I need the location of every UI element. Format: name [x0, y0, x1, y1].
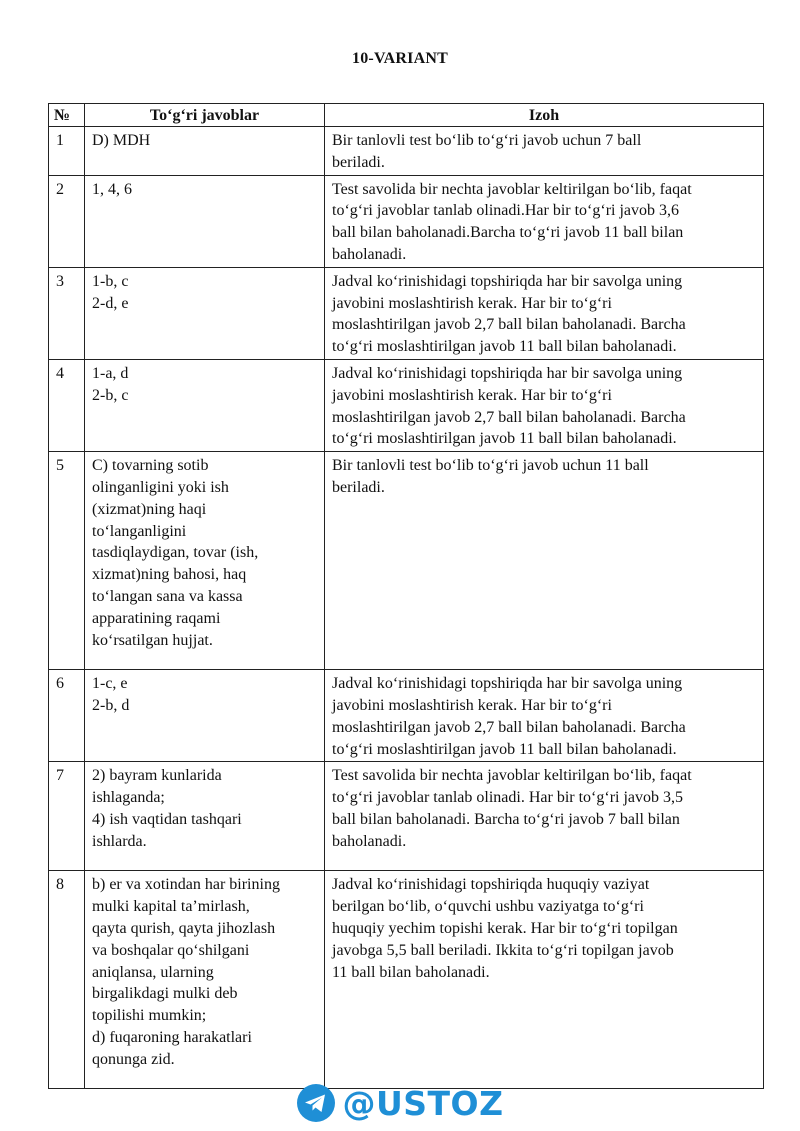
row-number: 8: [49, 871, 85, 1089]
row-note: Jadval ko‘rinishidagi topshiriqda har bir savolga uning javobini moslashtirish kerak. Har bir to‘g‘ri moslashtirilgan javob 2,7 ball bilan baholanadi. Barcha to‘g‘ri moslashtirilgan javob 11 ball bilan baholanadi.: [325, 670, 764, 762]
header-comment: Izoh: [325, 104, 764, 127]
header-correct-answers: To‘g‘ri javoblar: [85, 104, 325, 127]
table-row: [49, 127, 764, 176]
row-note: Jadval ko‘rinishidagi topshiriqda har bir savolga uning javobini moslashtirish kerak. Har bir to‘g‘ri moslashtirilgan javob 2,7 ball bilan baholanadi. Barcha to‘g‘ri moslashtirilgan javob 11 ball bilan baholanadi.: [325, 359, 764, 451]
row-answer: C) tovarning sotib olinganligini yoki ish (xizmat)ning haqi to‘langanligini tasdiqlaydigan, tovar (ish, xizmat)ning bahosi, haq to‘langan sana va kassa apparatining raqami ko‘rsatilgan hujjat.: [85, 452, 325, 670]
row-note: Test savolida bir nechta javoblar keltirilgan bo‘lib, faqat to‘g‘ri javoblar tanlab olinadi.Har bir to‘g‘ri javob 3,6 ball bilan baholanadi.Barcha to‘g‘ri javob 11 ball bilan baholanadi.: [325, 175, 764, 267]
row-note: Test savolida bir nechta javoblar keltirilgan bo‘lib, faqat to‘g‘ri javoblar tanlab olinadi. Har bir to‘g‘ri javob 3,5 ball bilan baholanadi. Barcha to‘g‘ri javob 7 ball bilan baholanadi.: [325, 762, 764, 871]
row-number: 3: [49, 267, 85, 359]
row-answer: D) MDH: [85, 127, 325, 176]
table-row: [49, 175, 764, 267]
row-answer: 1-c, e 2-b, d: [85, 670, 325, 762]
table-row: [49, 452, 764, 670]
row-note: Bir tanlovli test bo‘lib to‘g‘ri javob uchun 7 ball beriladi.: [325, 127, 764, 176]
row-note: Jadval ko‘rinishidagi topshiriqda huquqiy vaziyat berilgan bo‘lib, o‘quvchi ushbu vaziyatga to‘g‘ri huquqiy yechim topishi kerak. Har bir to‘g‘ri topilgan javobga 5,5 ball beriladi. Ikkita to‘g‘ri topilgan javob 11 ball bilan baholanadi.: [325, 871, 764, 1089]
page-title: 10-VARIANT: [352, 50, 448, 67]
row-answer: 1-b, c 2-d, e: [85, 267, 325, 359]
brand-label: @USTOZ: [342, 1083, 504, 1123]
table-row: [49, 762, 764, 871]
footer-brand: [0, 1080, 800, 1126]
row-answer: b) er va xotindan har birining mulki kapital ta’mirlash, qayta qurish, qayta jihozlash va boshqalar qo‘shilgani aniqlansa, ularning birgalikdagi mulki deb topilishi mumkin; d) fuqaroning harakatlari qonunga zid.: [85, 871, 325, 1089]
table-row: [49, 267, 764, 359]
header-number: №: [49, 104, 85, 127]
table-row: [49, 359, 764, 451]
table-row: [49, 670, 764, 762]
answers-table: [48, 103, 764, 1089]
row-number: 2: [49, 175, 85, 267]
row-answer: 2) bayram kunlarida ishlaganda; 4) ish vaqtidan tashqari ishlarda.: [85, 762, 325, 871]
row-number: 4: [49, 359, 85, 451]
row-answer: 1, 4, 6: [85, 175, 325, 267]
telegram-icon: [296, 1083, 336, 1123]
row-note: Bir tanlovli test bo‘lib to‘g‘ri javob uchun 11 ball beriladi.: [325, 452, 764, 670]
row-number: 7: [49, 762, 85, 871]
row-number: 6: [49, 670, 85, 762]
row-number: 1: [49, 127, 85, 176]
row-note: Jadval ko‘rinishidagi topshiriqda har bir savolga uning javobini moslashtirish kerak. Har bir to‘g‘ri moslashtirilgan javob 2,7 ball bilan baholanadi. Barcha to‘g‘ri moslashtirilgan javob 11 ball bilan baholanadi.: [325, 267, 764, 359]
row-number: 5: [49, 452, 85, 670]
table-header-row: [49, 104, 764, 127]
table-row: [49, 871, 764, 1089]
row-answer: 1-a, d 2-b, c: [85, 359, 325, 451]
